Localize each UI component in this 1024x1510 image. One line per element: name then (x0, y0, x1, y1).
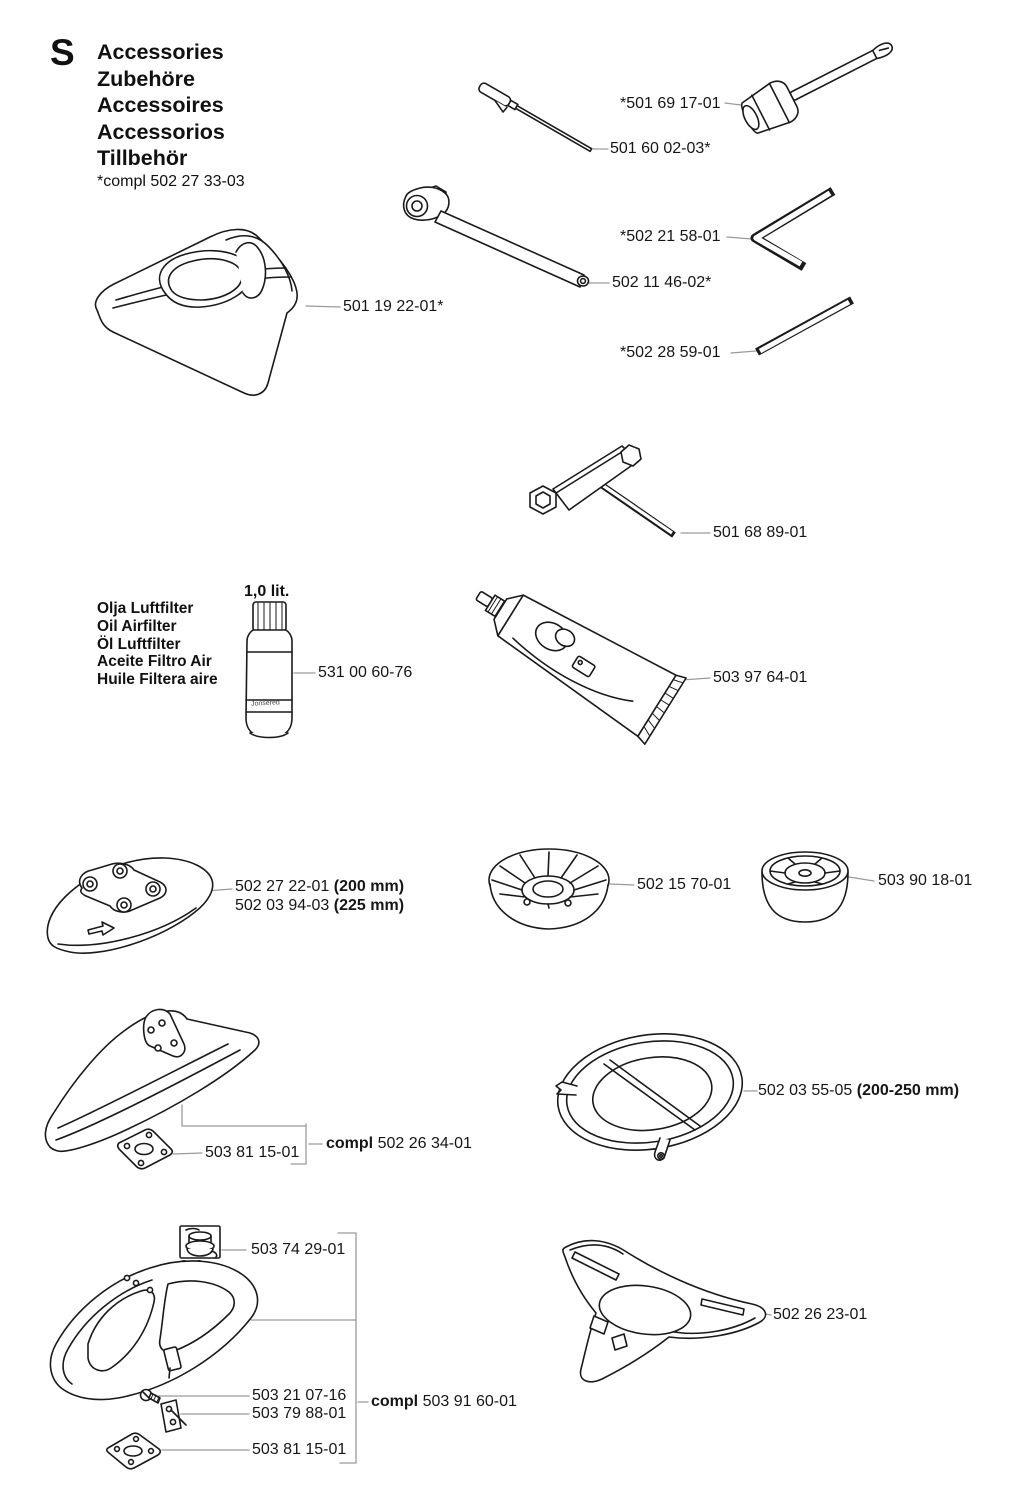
title-line: Accessories (97, 40, 224, 64)
adjustment-screwdriver-illustration (475, 82, 594, 160)
label-tool-bag: 501 19 22-01* (343, 298, 444, 315)
blade-guard-illustration (563, 1241, 766, 1382)
bolt-illustration (141, 1390, 161, 1404)
label-screwdriver: 501 60 02-03* (610, 140, 711, 157)
label-bottom-plate: 503 81 15-01 (252, 1441, 347, 1458)
label-guard-225: 502 03 94-03 (225 mm) (235, 896, 405, 914)
hex-rod-illustration (757, 300, 852, 352)
oil-name-line: Olja Luftfilter (97, 600, 194, 617)
label-oil-number: 531 00 60-76 (318, 664, 413, 681)
label-trilobe: 502 26 23-01 (773, 1306, 868, 1323)
oil-name-line: Öl Luftfilter (97, 635, 181, 653)
label-rod: *502 28 59-01 (620, 344, 721, 361)
large-guard-illustration (50, 1261, 257, 1400)
oil-name-line: Oil Airfilter (97, 617, 177, 635)
hex-key-illustration (755, 191, 833, 267)
label-hex-key: *502 21 58-01 (620, 228, 721, 245)
trimmer-guard-illustration (47, 858, 212, 953)
oil-bottle-illustration (246, 602, 292, 738)
spark-plug-wrench-illustration (736, 26, 902, 140)
label-shield-compl: compl 502 26 34-01 (326, 1135, 472, 1152)
oil-filter-names (97, 600, 218, 689)
label-ring-guard: 502 03 55-05 (200-250 mm) (758, 1082, 960, 1099)
label-guard-200: 502 27 22-01 (200 mm) (235, 878, 405, 895)
oil-volume-label: 1,0 lit. (244, 583, 290, 600)
title-line: Accessoires (97, 93, 224, 117)
bottle-brand-text: Jonsered (250, 699, 280, 708)
header-compl-note: *compl 502 27 33-03 (97, 173, 245, 190)
label-drum: 503 90 18-01 (878, 872, 973, 889)
bottom-plate-illustration (107, 1433, 161, 1469)
label-grease-tube: 503 97 64-01 (713, 669, 808, 686)
label-clamp: 503 79 88-01 (252, 1405, 347, 1422)
label-shield-plate: 503 81 15-01 (205, 1144, 300, 1161)
grease-tube-illustration (458, 561, 686, 744)
ring-guard-illustration (549, 1021, 751, 1163)
torx-t-wrench-illustration (404, 186, 589, 287)
label-plug-wrench: *501 69 17-01 (620, 95, 721, 112)
label-plug-t-wrench: 501 68 89-01 (713, 524, 808, 541)
tool-bag-illustration (96, 229, 298, 395)
label-trimmer-head: 503 74 29-01 (251, 1241, 346, 1258)
page-title (97, 39, 225, 172)
section-letter: S (50, 32, 76, 73)
plug-t-wrench-illustration (530, 445, 674, 535)
support-cup-illustration (489, 849, 609, 929)
label-bolt: 503 21 07-16 (252, 1387, 347, 1404)
title-line: Tillbehör (97, 146, 188, 170)
mounting-plate-illustration (118, 1129, 173, 1169)
drive-drum-illustration (762, 852, 848, 922)
clamp-plate-illustration (161, 1400, 186, 1432)
title-line: Accessorios (97, 119, 225, 144)
label-t-wrench: 502 11 46-02* (612, 274, 712, 291)
label-support-cup: 502 15 70-01 (637, 876, 732, 893)
oil-name-line: Aceite Filtro Air (97, 653, 212, 671)
title-line: Zubehöre (97, 66, 195, 91)
label-guard-compl: compl 503 91 60-01 (371, 1393, 517, 1410)
label-trimmer-guards (235, 878, 404, 915)
oil-name-line: Huile Filtera aire (97, 671, 218, 689)
